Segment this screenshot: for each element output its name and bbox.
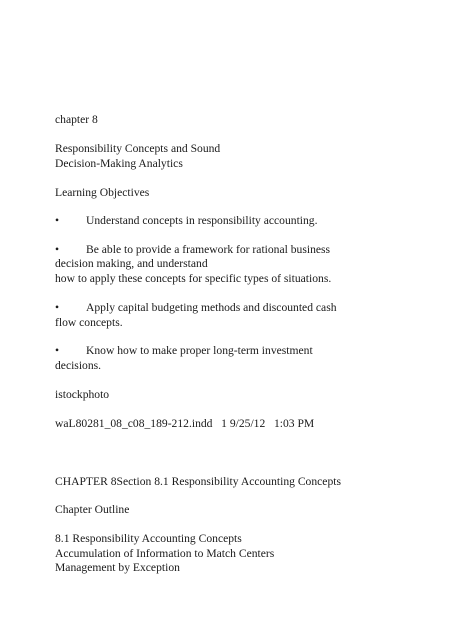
file-info: waL80281_08_c08_189-212.indd 1 9/25/12 1:03 PM bbox=[55, 417, 315, 430]
objective-4-line-2: decisions. bbox=[55, 359, 102, 372]
bullet: • bbox=[55, 214, 60, 227]
objective-4-line-1: Know how to make proper long-term investment bbox=[86, 344, 313, 357]
objectives-heading: Learning Objectives bbox=[55, 186, 150, 199]
objective-3 bbox=[55, 301, 337, 316]
chapter-title-line-2: Decision-Making Analytics bbox=[55, 157, 183, 170]
outline-heading: Chapter Outline bbox=[55, 503, 130, 516]
section-header: CHAPTER 8Section 8.1 Responsibility Accounting Concepts bbox=[55, 475, 341, 488]
bullet: • bbox=[55, 344, 60, 357]
objective-2-line-1: Be able to provide a framework for rational business bbox=[86, 243, 331, 256]
outline-item-3: Management by Exception bbox=[55, 561, 180, 574]
objective-2-line-2: decision making, and understand bbox=[55, 257, 208, 270]
photo-credit: istockphoto bbox=[55, 388, 110, 401]
chapter-label: chapter 8 bbox=[55, 113, 98, 126]
objective-1-line-1: Understand concepts in responsibility accounting. bbox=[86, 214, 318, 227]
chapter-title-line-1: Responsibility Concepts and Sound bbox=[55, 142, 221, 155]
objective-1 bbox=[55, 214, 318, 229]
outline-item-2: Accumulation of Information to Match Centers bbox=[55, 547, 275, 560]
objective-3-line-2: flow concepts. bbox=[55, 316, 123, 329]
bullet: • bbox=[55, 243, 60, 256]
bullet: • bbox=[55, 301, 60, 314]
outline-item-1: 8.1 Responsibility Accounting Concepts bbox=[55, 532, 242, 545]
objective-4 bbox=[55, 344, 313, 359]
objective-3-line-1: Apply capital budgeting methods and discounted cash bbox=[86, 301, 337, 314]
objective-2-line-3: how to apply these concepts for specific types of situations. bbox=[55, 272, 332, 285]
objective-2 bbox=[55, 243, 330, 258]
